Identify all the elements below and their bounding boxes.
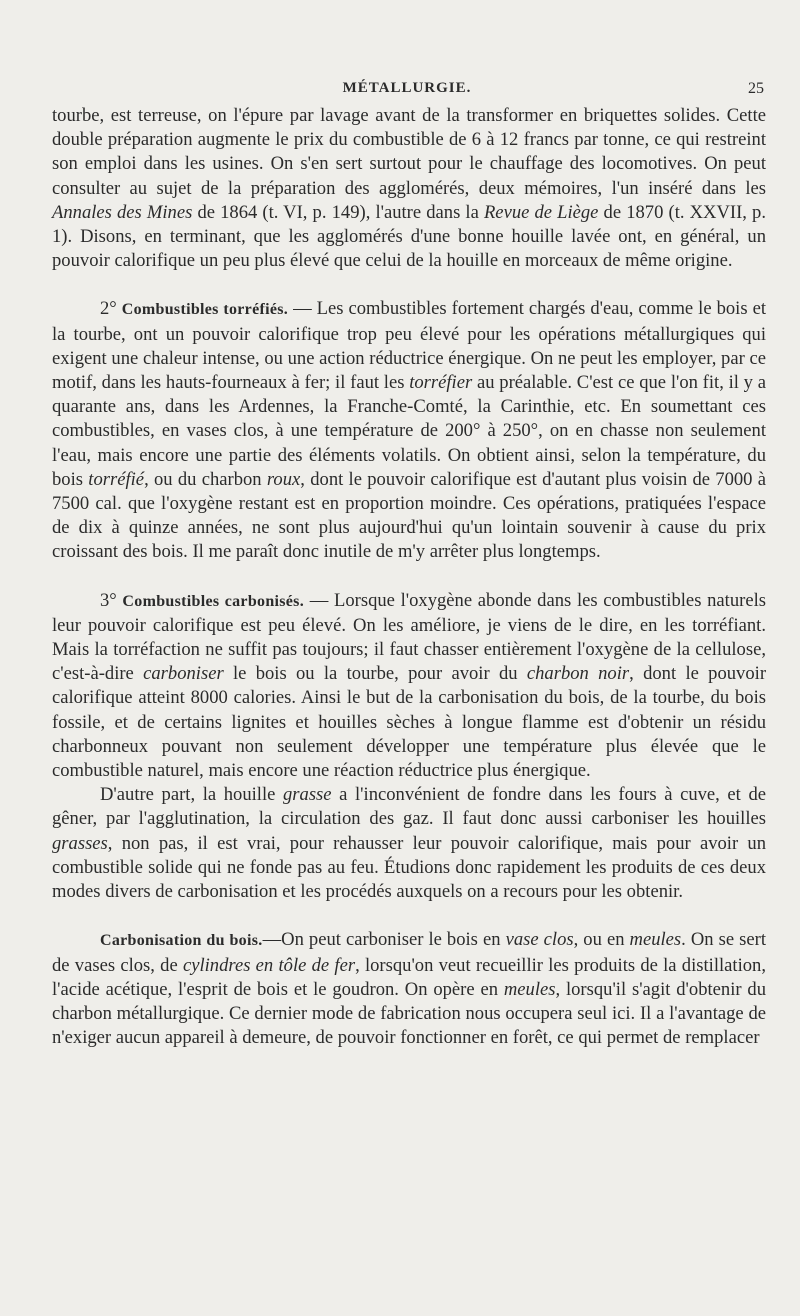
italic-run: roux	[266, 468, 301, 490]
text-run: , lorsqu'on veut recueillir les produits de la distillation, l'acide acétique, l'esprit de bois et le goudron. On opère en	[52, 954, 766, 1000]
text-run: , dont le pouvoir calorifique est d'autant plus voisin de 7000 à 7500 cal. que l'oxygène restant est en proportion moindre. Ces opérations, pratiquées l'espace de dix à quinze années, ne sont plus aujourd'hui qu'un lointain souvenir à cause du prix croissant des bois. Il me paraît donc inutile de m'y arrêter plus longtemps.	[52, 468, 766, 563]
text-run: , ou en	[573, 929, 630, 951]
text-run: le bois ou la tourbe, pour avoir du	[223, 663, 527, 685]
section-number: 3°	[100, 589, 123, 611]
italic-run: grasse	[282, 784, 332, 806]
text-run: . On se sert de vases clos, de	[52, 929, 767, 976]
section-heading: Carbonisation du bois.	[100, 932, 263, 950]
italic-run: torréfié	[88, 468, 145, 490]
text-run: —On peut carboniser le bois en	[262, 929, 506, 951]
italic-run: meules	[503, 978, 556, 1000]
page-header	[50, 80, 764, 104]
text-run: , lorsqu'il s'agit d'obtenir du charbon métallurgique. Ce dernier mode de fabrication nous occupera seul ici. Il a l'avantage de n'exiger aucun appareil à demeure, de pouvoir fonctionner en forêt, ce qui permet de remplacer	[52, 978, 766, 1049]
paragraph-combustibles-carbonises	[52, 589, 766, 784]
italic-run: cylindres en tôle de fer	[182, 954, 356, 976]
text-run: a l'inconvénient de fondre dans les fours à cuve, et de gêner, par l'agglutination, la circulation des gaz. Il faut donc aussi carboniser les houilles	[52, 784, 767, 830]
italic-run: vase clos	[505, 929, 574, 951]
running-title: MÉTALLURGIE.	[342, 80, 472, 96]
paragraph-houille-grasse	[52, 783, 766, 904]
paragraph-carbonisation-du-bois	[52, 928, 766, 1050]
text-run: de 1870 (t. XXVII, p. 1). Disons, en terminant, que les agglomérés d'une bonne houille lavée ont, en général, un pouvoir calorifique un peu plus élevé que celui de la houille en morceaux de même origine.	[52, 201, 766, 272]
text-run: , non pas, il est vrai, pour rehausser leur pouvoir calorifique, mais pour avoir un combustible solide qui ne fonde pas au feu. Étudions donc rapidement les produits de ces deux modes divers de carbonisation et les procédés auxquels on a recours pour les obtenir.	[52, 832, 766, 903]
page-number: 25	[748, 80, 764, 97]
text-run: au préalable. C'est ce que l'on fit, il y a quarante ans, dans les Ardennes, la Franche-Comté, la Carinthie, etc. En soumettant ces combustibles, en vases clos, à une température de 200° à 250°, on en chasse non seulement l'eau, mais encore une partie des éléments volatils. On obtient ainsi, selon la température, du bois	[52, 372, 766, 490]
italic-run: carboniser	[143, 663, 224, 685]
italic-run: torréfier	[409, 372, 473, 394]
italic-run: Revue de Liège	[483, 201, 599, 223]
paragraph-combustibles-torrefies	[52, 297, 766, 564]
section-heading: Combustibles carbonisés.	[122, 592, 305, 610]
paragraph-agglomeres	[52, 104, 766, 273]
body-text	[52, 104, 766, 1050]
italic-run: meules	[629, 929, 682, 951]
text-run: , ou du charbon	[144, 468, 267, 490]
text-run: de 1864 (t. VI, p. 149), l'autre dans la	[192, 201, 484, 223]
section-heading: Combustibles torréfiés.	[121, 301, 289, 319]
section-number: 2°	[100, 298, 122, 320]
text-run: — Les combustibles fortement chargés d'eau, comme le bois et la tourbe, ont un pouvoir calorifique trop peu élevé pour les opérations métallurgiques qui exigent une chaleur intense, ou une action réductrice énergique. On ne peut les employer, par ce motif, dans les hauts-fourneaux à fer; il faut les	[52, 298, 766, 394]
italic-run: charbon noir	[526, 663, 630, 685]
text-run: tourbe, est terreuse, on l'épure par lavage avant de la transformer en briquettes solides. Cette double préparation augmente le prix du combustible de 6 à 12 francs par tonne, ce qui restreint son emploi dans les usines. On s'en sert surtout pour le chauffage des locomotives. On peut consulter au sujet de la préparation des agglomérés, deux mémoires, l'un inséré dans les	[52, 105, 766, 199]
text-run: D'autre part, la houille	[100, 784, 283, 806]
italic-run: grasses	[52, 832, 108, 854]
text-run: — Lorsque l'oxygène abonde dans les combustibles naturels leur pouvoir calorifique est peu élevé. On les améliore, je viens de le dire, en les torréfiant. Mais la torréfaction ne suffit pas toujours; il faut chasser entièrement l'oxygène de la cellulose, c'est-à-dire	[52, 589, 766, 685]
italic-run: Annales des Mines	[52, 201, 193, 223]
text-run: , dont le pouvoir calorifique atteint 8000 calories. Ainsi le but de la carbonisation du bois, de la tourbe, du bois fossile, et de certains lignites et houilles sèches à longue flamme est d'obtenir un résidu charbonneux pouvant non seulement développer une température plus élevée que le combustible naturel, mais encore une réaction réductrice plus énergique.	[52, 663, 767, 782]
